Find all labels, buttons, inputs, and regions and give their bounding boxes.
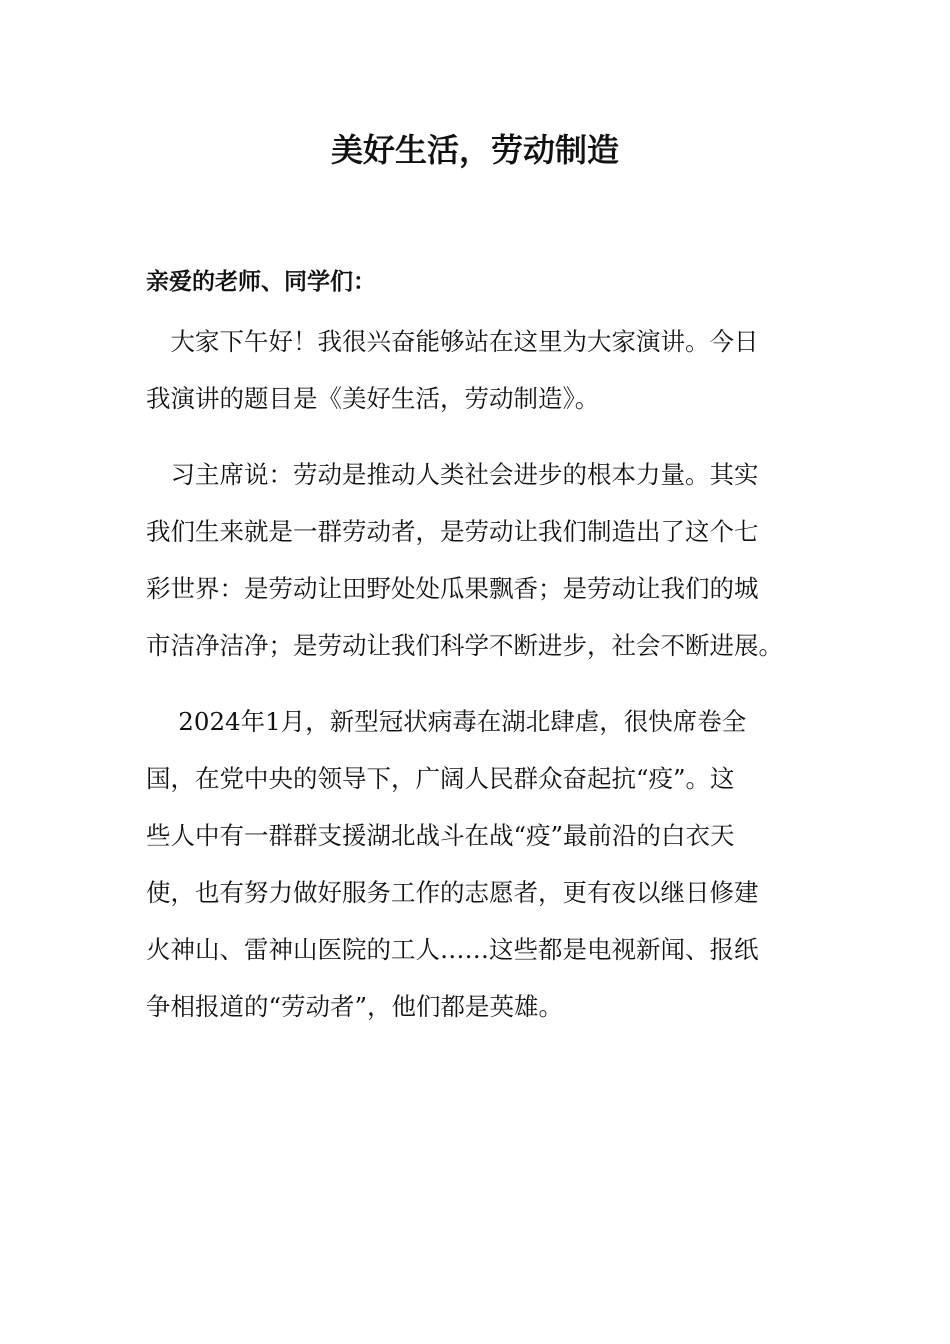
document-body: [146, 313, 808, 1035]
paragraph-line: 使，也有努力做好服务工作的志愿者，更有夜以继日修建: [146, 878, 759, 907]
paragraph-line: 大家下午好！我很兴奋能够站在这里为大家演讲。今日: [146, 327, 759, 356]
paragraph-epidemic: [146, 693, 808, 1035]
salutation: 亲爱的老师、同学们：: [146, 269, 376, 295]
paragraph-line: 国，在党中央的领导下，广阔人民群众奋起抗“疫”。这: [146, 764, 735, 793]
paragraph-labor: [146, 446, 808, 674]
paragraph-line: 市洁净洁净；是劳动让我们科学不断进步，社会不断进展。: [146, 631, 783, 660]
paragraph-line: 我们生来就是一群劳动者，是劳动让我们制造出了这个七: [146, 517, 759, 546]
paragraph-line: 火神山、雷神山医院的工人……这些都是电视新闻、报纸: [146, 935, 759, 964]
paragraph-line: 争相报道的“劳动者”，他们都是英雄。: [146, 992, 564, 1021]
document-title: 美好生活，劳动制造: [330, 131, 619, 169]
paragraph-line: 些人中有一群群支援湖北战斗在战“疫”最前沿的白衣天: [146, 821, 735, 850]
paragraph-line: 我演讲的题目是《美好生活，劳动制造》。: [146, 384, 600, 413]
paragraph-line: 2024年1月，新型冠状病毒在湖北肆虐，很快席卷全: [146, 707, 747, 736]
paragraph-line: 习主席说：劳动是推动人类社会进步的根本力量。其实: [146, 460, 759, 489]
paragraph-line: 彩世界：是劳动让田野处处瓜果飘香；是劳动让我们的城: [146, 574, 759, 603]
paragraph-greeting: [146, 313, 808, 427]
